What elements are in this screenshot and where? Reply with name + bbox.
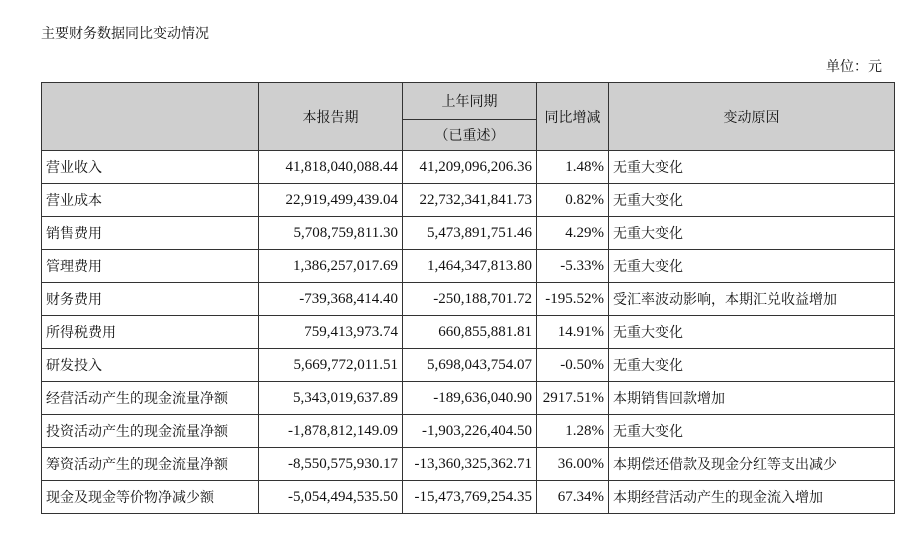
row-reason: 无重大变化 [609,151,895,184]
row-current-value: -739,368,414.40 [259,283,403,316]
row-change-percent: -5.33% [537,250,609,283]
row-change-percent: 67.34% [537,481,609,514]
table-row [42,349,895,382]
row-change-percent: 1.28% [537,415,609,448]
row-item: 筹资活动产生的现金流量净额 [42,448,259,481]
row-change-percent: -195.52% [537,283,609,316]
table-row [42,151,895,184]
header-item [42,83,259,151]
row-reason: 无重大变化 [609,316,895,349]
row-reason: 受汇率波动影响，本期汇兑收益增加 [609,283,895,316]
row-current-value: 5,343,019,637.89 [259,382,403,415]
row-prior-value: 5,698,043,754.07 [403,349,537,382]
table-row [42,217,895,250]
row-reason: 无重大变化 [609,184,895,217]
table-row [42,448,895,481]
row-current-value: 5,708,759,811.30 [259,217,403,250]
header-prior-restated: （已重述） [403,120,537,151]
header-current-period: 本报告期 [259,83,403,151]
table-row [42,481,895,514]
row-item: 研发投入 [42,349,259,382]
row-change-percent: 36.00% [537,448,609,481]
row-current-value: -8,550,575,930.17 [259,448,403,481]
row-prior-value: 5,473,891,751.46 [403,217,537,250]
table-row [42,184,895,217]
row-current-value: 5,669,772,011.51 [259,349,403,382]
header-change-reason: 变动原因 [609,83,895,151]
table-row [42,250,895,283]
row-prior-value: 22,732,341,841.73 [403,184,537,217]
unit-label: 单位：元 [826,59,882,75]
row-change-percent: 1.48% [537,151,609,184]
row-prior-value: -189,636,040.90 [403,382,537,415]
row-change-percent: -0.50% [537,349,609,382]
row-current-value: 1,386,257,017.69 [259,250,403,283]
header-prior-period: 上年同期 [403,83,537,120]
table-row [42,382,895,415]
table-row [42,415,895,448]
document-title: 主要财务数据同比变动情况 [41,26,209,42]
row-prior-value: 41,209,096,206.36 [403,151,537,184]
row-reason: 无重大变化 [609,250,895,283]
row-item: 财务费用 [42,283,259,316]
financial-data-table [41,82,895,514]
table-row [42,316,895,349]
row-current-value: -1,878,812,149.09 [259,415,403,448]
row-item: 现金及现金等价物净减少额 [42,481,259,514]
row-change-percent: 0.82% [537,184,609,217]
row-prior-value: -15,473,769,254.35 [403,481,537,514]
row-item: 销售费用 [42,217,259,250]
row-reason: 本期销售回款增加 [609,382,895,415]
row-item: 营业成本 [42,184,259,217]
row-current-value: 22,919,499,439.04 [259,184,403,217]
row-reason: 本期偿还借款及现金分红等支出减少 [609,448,895,481]
row-reason: 无重大变化 [609,217,895,250]
row-prior-value: 1,464,347,813.80 [403,250,537,283]
row-prior-value: -13,360,325,362.71 [403,448,537,481]
table-row [42,283,895,316]
row-item: 所得税费用 [42,316,259,349]
row-item: 投资活动产生的现金流量净额 [42,415,259,448]
row-prior-value: -1,903,226,404.50 [403,415,537,448]
row-current-value: 759,413,973.74 [259,316,403,349]
row-change-percent: 2917.51% [537,382,609,415]
row-reason: 无重大变化 [609,415,895,448]
row-change-percent: 14.91% [537,316,609,349]
row-current-value: -5,054,494,535.50 [259,481,403,514]
row-prior-value: -250,188,701.72 [403,283,537,316]
row-reason: 无重大变化 [609,349,895,382]
header-yoy-change: 同比增减 [537,83,609,151]
row-change-percent: 4.29% [537,217,609,250]
row-item: 营业收入 [42,151,259,184]
row-prior-value: 660,855,881.81 [403,316,537,349]
row-reason: 本期经营活动产生的现金流入增加 [609,481,895,514]
row-current-value: 41,818,040,088.44 [259,151,403,184]
row-item: 管理费用 [42,250,259,283]
row-item: 经营活动产生的现金流量净额 [42,382,259,415]
